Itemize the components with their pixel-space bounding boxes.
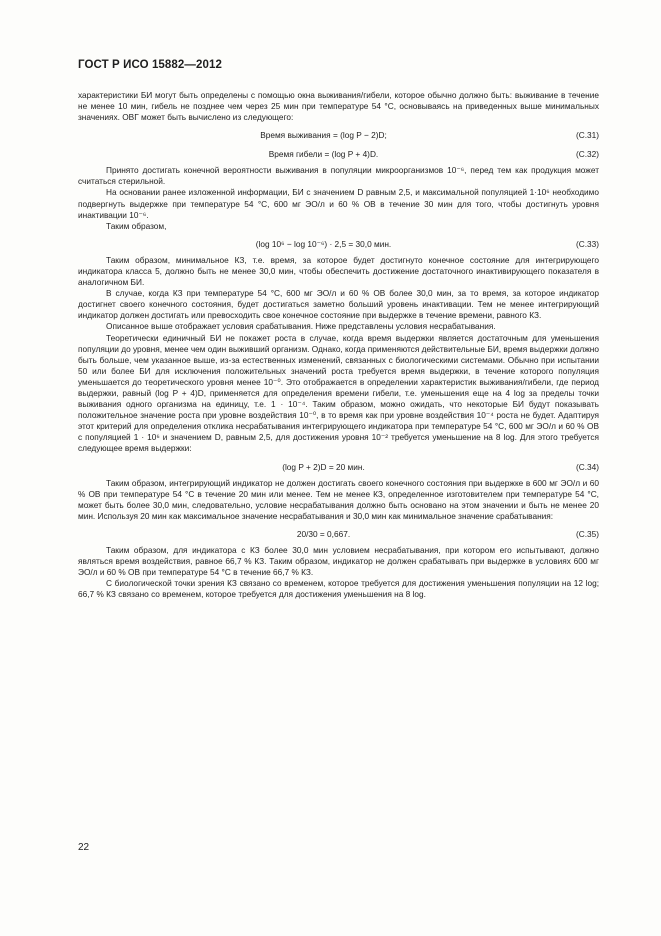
paragraph: С биологической точки зрения КЗ связано со временем, которое требуется для достижения уменьшения популяции на 12 log; 66,7 % КЗ связано со временем, которое требуется для достижения уменьшения на 8 log. [78,578,599,600]
paragraph: Таким образом, для индикатора с КЗ более 30,0 мин условием несрабатывания, при котором его испытывают, должно являться время воздействия, равное 66,7 % КЗ. Таким образом, индикатор не должен срабатывать при выдержке в условиях 600 мг ЭО/л и 60 % ОВ при температуре 54 °С в течение 66,7 % КЗ. [78,544,599,578]
equation-formula: (log P + 2)D = 20 мин. [282,461,365,472]
equation-number: (С.31) [575,130,599,141]
paragraph: Принято достигать конечной вероятности выживания в популяции микроорганизмов 10⁻⁶, перед тем как продукция может считаться стерильной. [78,165,599,187]
equation-c33 [78,237,599,251]
equation-number: (С.35) [575,528,599,539]
equation-formula: Время выживания = (log P − 2)D; [260,130,387,141]
equation-c32 [78,147,599,161]
equation-c35 [78,527,599,541]
paragraph: В случае, когда КЗ при температуре 54 °С, 600 мг ЭО/л и 60 % ОВ более 30,0 мин, за то время, за которое индикатор достигнет своего конечного состояния, будет достигаться заметно больший уровень инактивации. Тем не менее интегрирующий индикатор должен достигать или превосходить свое конечное состояние при выдержке в течение времени, равного КЗ. [78,288,599,321]
equation-formula: 20/30 = 0,667. [296,528,351,539]
equation-c31 [78,128,599,142]
paragraph: Таким образом, минимальное КЗ, т.е. время, за которое будет достигнуто конечное состояние для интегрирующего индикатора класса 5, должно быть не менее 30,0 мин, чтобы обеспечить достижение достаточного инактивирующего показателя в аналогичном БИ. [78,254,599,288]
equation-number: (С.34) [575,461,599,472]
equation-formula: (log 10⁶ − log 10⁻⁶) · 2,5 = 30,0 мин. [255,238,392,249]
document-header: ГОСТ Р ИСО 15882—2012 [78,59,223,71]
equation-number: (С.33) [575,238,599,249]
paragraph: Таким образом, интегрирующий индикатор не должен достигать своего конечного состояния при выдержке в 600 мг ЭО/л и 60 % ОВ при температуре 54 °С в течение 20 мин или менее. Тем не менее КЗ, определенное изготовителем при температуре 54 °С, может быть более 30,0 мин, следовательно, условие несрабатывания должно быть основано на этом значении и быть не менее 20 мин. Используя 20 мин как максимальное значение несрабатывания и 30,0 мин как минимальное значение срабатывания: [78,477,599,521]
paragraph: Теоретически единичный БИ не покажет роста в случае, когда время выдержки является достаточным для уменьшения популяции до уровня, менее чем один выживший организм. Однако, когда применяются действительные БИ, время выдержки должно быть больше, чем указанное выше, из-за естественных изменений, связанных с биологическими системами. Обычно при испытании 50 или более БИ для исключения положительных значений роста требуется время выдержки, в течение которого популяция уменьшается до теоретического уровня менее 10⁻⁰. Это отображается в определении характеристик выживания/гибели, где период выдержки, равный (log P + 4)D, применяется для определения времени гибели, т.е. уменьшения еще на 4 log за пределы точки выживания одного организма на единицу, т.е. 1 · 10⁻⁴. Таким образом, можно ожидать, что некоторые БИ будут показывать положительное значение роста при уровне воздействия 10⁻⁰, в то время как при уровне воздействия 10⁻⁴ роста не будет. Адаптируя этот критерий для определения отклика несрабатывания интегрирующего индикатора при температуре 54 °С, 600 мг ЭО/л и 60 % ОВ с популяцией 1 · 10⁶ и значением D, равным 2,5, для достижения уровня 10⁻² требуется уменьшение на 8 log. Для этого требуется следующее время выдержки: [78,332,599,454]
equation-formula: Время гибели = (log P + 4)D. [268,149,379,160]
paragraph: характеристики БИ могут быть определены с помощью окна выживания/гибели, которое обычно должно быть: выживание в течение не менее 10 мин, гибель не позднее чем через 25 мин при температуре 54 °С, основываясь на приведенных выше минимальных значениях. ОВГ может быть вычислено из следующего: [78,90,599,123]
paragraph: Описанное выше отображает условия срабатывания. Ниже представлены условия несрабатывания. [106,321,496,332]
document-body [78,90,599,600]
equation-c34 [78,460,599,474]
page-number: 22 [78,842,90,853]
paragraph: Таким образом, [106,220,167,231]
paragraph: На основании ранее изложенной информации, БИ с значением D равным 2,5, и максимальной популяцией 1·10⁶ необходимо подвергнуть выдержке при температуре 54 °С, 600 мг ЭО/л и 60 % ОВ в течение 30 мин для того, чтобы достигнуть уровня инактивации 10⁻⁶. [78,187,599,220]
equation-number: (С.32) [575,149,599,160]
